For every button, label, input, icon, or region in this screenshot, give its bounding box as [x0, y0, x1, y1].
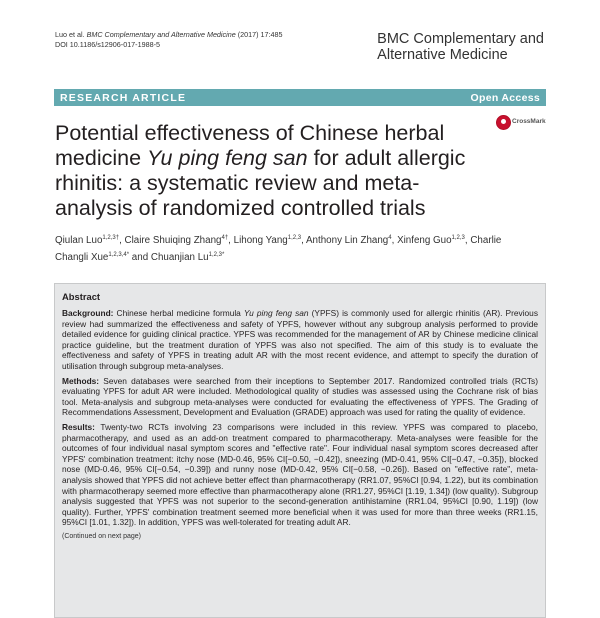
crossmark-badge[interactable] [496, 115, 546, 145]
author-separator: , [301, 235, 307, 246]
doi: DOI 10.1186/s12906-017-1988-5 [55, 40, 160, 49]
journal-brand-line1: BMC Complementary and [377, 31, 544, 47]
author-separator: and [129, 252, 151, 263]
title-italic: Yu ping feng san [147, 146, 308, 170]
author-name[interactable]: Qiulan Luo [55, 235, 103, 246]
article-title [55, 121, 495, 221]
author-affiliation: 4 [388, 235, 392, 241]
author-name[interactable]: Anthony Lin Zhang [306, 235, 389, 246]
author-affiliation: 1,2,3* [208, 252, 225, 258]
author-affiliation: 1,2,3,4* [108, 252, 130, 258]
results-text: Twenty-two RCTs involving 23 comparisons were included in this review. YPFS was compared to placebo, pharmacotherapy, and used as an add-on treatment compared to pharmacotherapy. Meta-analyses were feasible for the outcomes of four individual nasal symptom scores and "effective rate". Four individual nasal symptom scores decreased after YPFS' combination treatment: itchy nose (MD-0.46, 95% CI[−0.50, −0.42]), sneezing (MD-0.41, 95% CI[−0.47, −0.35]), blocked nose (MD-0.46, 95% CI[−0.54, −0.39]) and runny nose (MD-0.42, 95% CI[−0.58, −0.26]). Based on "effective rate", meta-analysis showed that YPFS did not achieve better effect than pharmacotherapy (RR1.07, 95%CI [0.94, 1.22), but its combination with pharmacotherapy seemed more effective than pharmacotherapy alone (RR1.27, 95%CI [1.19, 1.34]) (low quality). Subgroup analysis suggested that YPFS was not superior to the second-generation antihistamine (RR1.04, 95%CI [0.90, 1.19]) (low quality). Further, YPFS' combination treatment seemed more beneficial when it was used for more than three weeks (RR1.15, 95%CI [1.01, 1.32]). In addition, YPFS was well-tolerated for treating adult AR. [62, 421, 538, 528]
author-affiliation: 1,2,3 [287, 235, 302, 241]
methods-label: Methods: [62, 375, 100, 386]
citation-header [55, 30, 282, 50]
author-separator: , [391, 235, 398, 246]
author-name[interactable]: Xinfeng Guo [397, 235, 452, 246]
author-affiliation: 4† [221, 235, 229, 241]
background-text-italic: Yu ping feng san [243, 308, 309, 318]
author-name[interactable]: Charlie Changli Xue [55, 235, 502, 263]
abstract-background [62, 308, 538, 372]
abstract-heading: Abstract [62, 291, 101, 302]
article-type-label: RESEARCH ARTICLE [60, 91, 187, 104]
citation-volume: (2017) 17:485 [235, 30, 283, 39]
author-name[interactable]: Chuanjian Lu [150, 252, 209, 263]
continued-note: (Continued on next page) [62, 532, 141, 540]
author-affiliation: 1,2,3† [102, 235, 120, 241]
abstract-results [62, 422, 538, 528]
abstract-methods [62, 376, 538, 418]
abstract-box [54, 283, 546, 618]
author-list [55, 231, 535, 265]
journal-brand-line2: Alternative Medicine [377, 47, 508, 63]
title-part2: for adult allergic rhinitis: a systematic review and meta-analysis of randomized controlled trials [55, 146, 466, 220]
author-separator: , [228, 235, 234, 246]
background-label: Background: [62, 308, 114, 318]
author-separator: , [119, 235, 125, 246]
author-name[interactable]: Lihong Yang [233, 235, 288, 246]
crossmark-label: CrossMark [512, 118, 546, 125]
results-label: Results: [62, 421, 95, 432]
crossmark-icon [496, 115, 511, 130]
author-affiliation: 1,2,3 [451, 235, 465, 241]
background-text-pre: Chinese herbal medicine formula [113, 308, 244, 318]
article-type-banner [54, 89, 546, 106]
citation-journal: BMC Complementary and Alternative Medicine [86, 30, 236, 39]
author-name[interactable]: Claire Shuiqing Zhang [124, 235, 222, 246]
citation-authors: Luo et al. [55, 30, 85, 39]
background-text-post: (YPFS) is commonly used for allergic rhinitis (AR). Previous review had summarized the effectiveness and safety of YPFS, however without any subgroup analysis performed to provide detailed evidence for guiding clinical practice. YPFS was recommended for the management of AR by Chinese medicine clinical practice guideline, but the treatment duration of YPFS was also not specified. The aim of this study is to evaluate the effectiveness and safety of YPFS in treating adult AR with the most recent evidence, and attempt to specify the duration of utilisation through subgroup meta-analyses. [62, 308, 538, 371]
methods-text: Seven databases were searched from their inceptions to September 2017. Randomized controlled trials (RCTs) evaluating YPFS for adult AR were included. Methodological quality of studies was assessed using the Cochrane risk of bias tool. Meta-analysis and subgroup meta-analyses were conducted for evaluating the effectiveness of YPFS. The Grading of Recommendations Assessment, Development and Evaluation (GRADE) approach was used for rating the quality of evidence. [62, 375, 538, 418]
author-separator: , [464, 235, 471, 246]
citation-line [55, 30, 282, 40]
journal-brand [377, 31, 544, 63]
open-access-label: Open Access [470, 91, 540, 104]
title-part1: Potential effectiveness of Chinese herbal medicine [55, 121, 445, 170]
